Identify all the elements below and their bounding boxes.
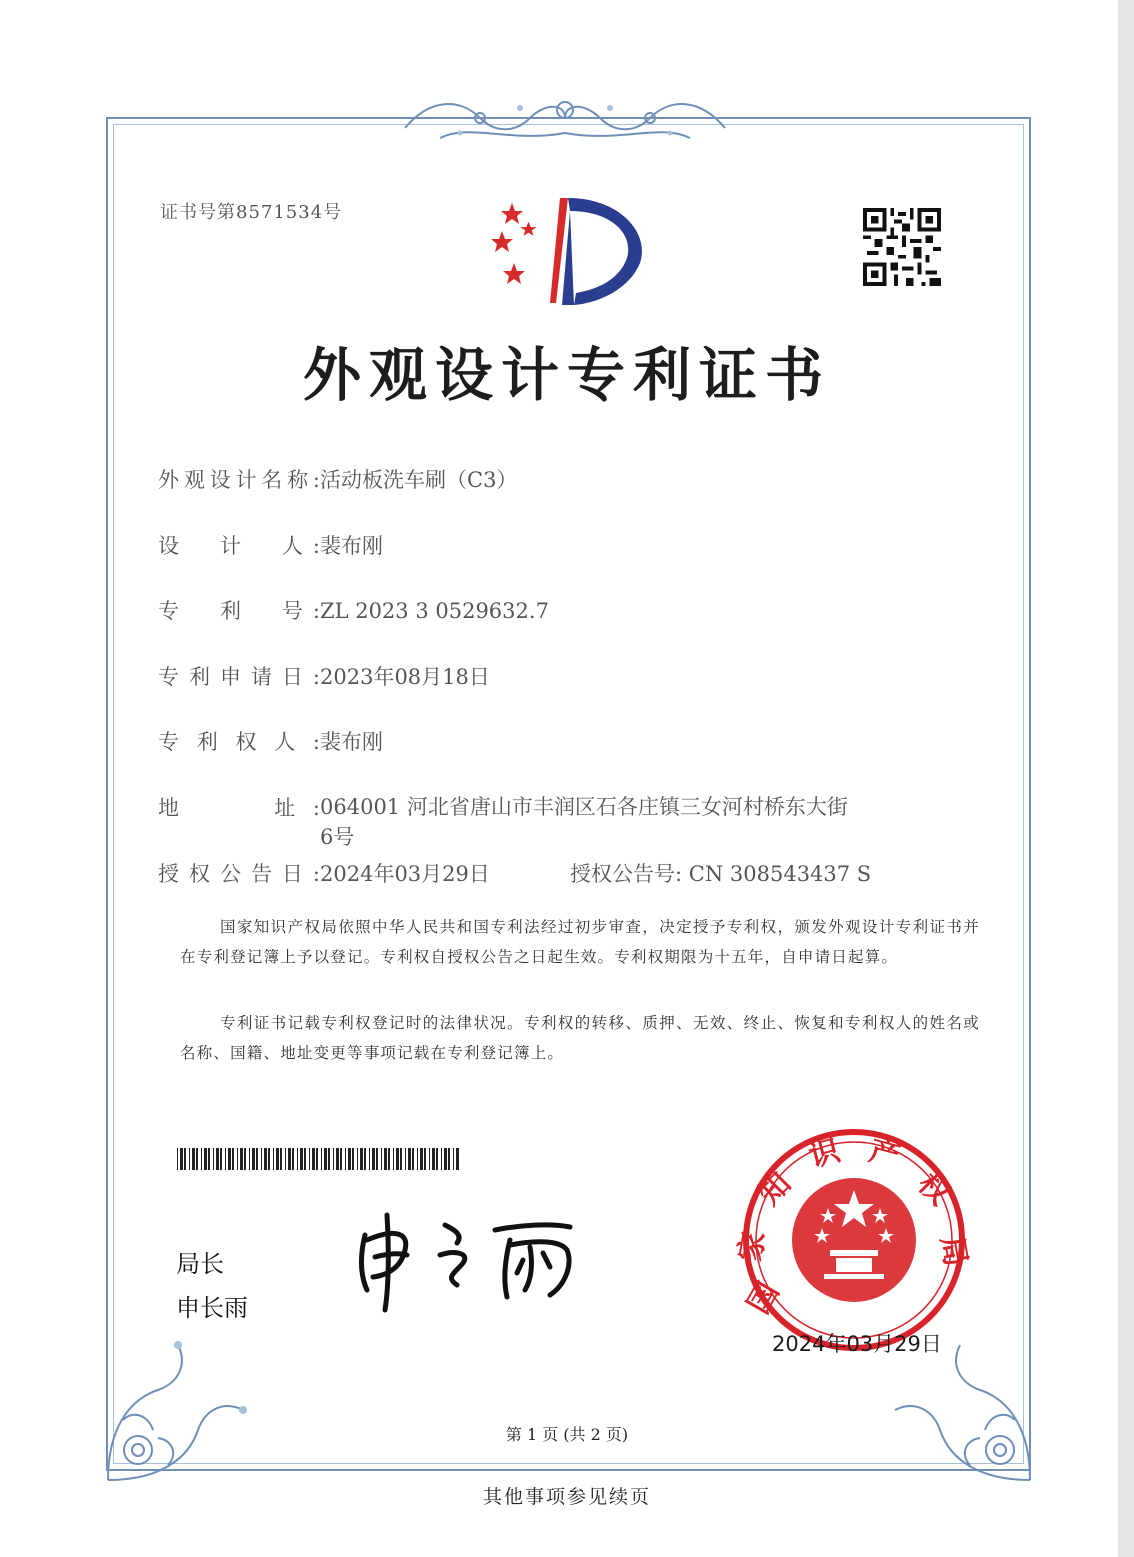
barcode-bar (324, 1148, 327, 1170)
barcode-bar (261, 1148, 262, 1170)
field-patentee (158, 726, 383, 756)
barcode-bar (180, 1148, 183, 1170)
barcode-bar (228, 1148, 231, 1170)
barcode-bar (400, 1148, 402, 1170)
barcode-icon (177, 1148, 459, 1170)
barcode-bar (216, 1148, 219, 1170)
field-grant-date (158, 858, 490, 888)
barcode-bar (352, 1148, 354, 1170)
barcode-bar (436, 1148, 438, 1170)
svg-text:识: 识 (805, 1133, 844, 1175)
barcode-bar (321, 1148, 322, 1170)
field-address (158, 792, 320, 822)
barcode-bar (264, 1148, 267, 1170)
field-label: 专利权人: (158, 730, 320, 754)
field-value: ZL 2023 3 0529632.7 (320, 599, 549, 623)
footer-note: 其他事项参见续页 (482, 1486, 651, 1508)
certificate-title: 外观设计专利证书 (302, 341, 831, 409)
field-value: 裴布刚 (320, 534, 383, 558)
field-value: 裴布刚 (320, 730, 383, 754)
barcode-bar (348, 1148, 351, 1170)
barcode-bar (285, 1148, 286, 1170)
barcode-bar (249, 1148, 250, 1170)
barcode-bar (396, 1148, 399, 1170)
barcode-bar (384, 1148, 387, 1170)
field-label: 授权公告号: (570, 862, 683, 886)
field-filing-date (158, 661, 490, 691)
director-signature-icon (345, 1205, 595, 1315)
barcode-bar (276, 1148, 279, 1170)
barcode-bar (429, 1148, 430, 1170)
barcode-bar (288, 1148, 291, 1170)
barcode-bar (417, 1148, 418, 1170)
barcode-bar (201, 1148, 202, 1170)
field-design-name (158, 464, 517, 494)
svg-text:局: 局 (933, 1233, 974, 1270)
barcode-bar (448, 1148, 450, 1170)
field-value: 活动板洗车刷（C3） (320, 468, 518, 492)
barcode-bar (360, 1148, 363, 1170)
barcode-bar (256, 1148, 258, 1170)
barcode-bar (424, 1148, 426, 1170)
barcode-bar (184, 1148, 186, 1170)
barcode-bar (196, 1148, 198, 1170)
certificate-number: 证书号第8571534号 (160, 202, 343, 223)
svg-text:知: 知 (752, 1166, 799, 1213)
barcode-bar (309, 1148, 310, 1170)
barcode-bar (381, 1148, 382, 1170)
official-seal-icon (732, 1128, 982, 1358)
barcode-bar (220, 1148, 222, 1170)
field-label: 专 利 号: (158, 599, 320, 623)
barcode-bar (357, 1148, 358, 1170)
barcode-bar (412, 1148, 414, 1170)
barcode-bar (453, 1148, 454, 1170)
director-title: 局长 (176, 1250, 224, 1278)
field-value: CN 308543437 S (688, 862, 872, 886)
barcode-bar (273, 1148, 274, 1170)
barcode-bar (444, 1148, 447, 1170)
barcode-bar (369, 1148, 370, 1170)
barcode-bar (213, 1148, 214, 1170)
barcode-bar (405, 1148, 406, 1170)
barcode-bar (189, 1148, 190, 1170)
barcode-bar (408, 1148, 411, 1170)
barcode-bar (364, 1148, 366, 1170)
barcode-bar (312, 1148, 315, 1170)
barcode-bar (441, 1148, 442, 1170)
barcode-bar (420, 1148, 423, 1170)
field-grant-pub-no (570, 858, 871, 888)
barcode-bar (252, 1148, 255, 1170)
barcode-bar (232, 1148, 234, 1170)
body-paragraph-1: 国家知识产权局依照中华人民共和国专利法经过初步审查，决定授予专利权，颁发外观设计专利证书并在专利登记簿上予以登记。专利权自授权公告之日起生效。专利权期限为十五年，自申请日起算。 (180, 918, 980, 966)
barcode-bar (328, 1148, 330, 1170)
barcode-bar (244, 1148, 246, 1170)
field-value: 2023年08月18日 (320, 665, 490, 689)
barcode-bar (376, 1148, 378, 1170)
barcode-bar (297, 1148, 298, 1170)
field-label: 专利申请日: (158, 665, 320, 689)
field-value: 2024年03月29日 (320, 862, 490, 886)
barcode-bar (316, 1148, 318, 1170)
field-label: 设 计 人: (158, 534, 320, 558)
qr-code-icon (862, 208, 942, 286)
barcode-bar (237, 1148, 238, 1170)
svg-text:产: 产 (865, 1133, 904, 1175)
barcode-bar (225, 1148, 226, 1170)
svg-text:国: 国 (741, 1276, 787, 1320)
seal-date: 2024年03月29日 (772, 1332, 942, 1356)
barcode-bar (333, 1148, 334, 1170)
body-paragraph-2: 专利证书记载专利权登记时的法律状况。专利权的转移、质押、无效、终止、恢复和专利权人的姓名或名称、国籍、地址变更等事项记载在专利登记簿上。 (180, 1014, 980, 1062)
barcode-bar (268, 1148, 270, 1170)
barcode-bar (240, 1148, 243, 1170)
page-indicator: 第 1 页 (共 2 页) (505, 1425, 629, 1444)
svg-text:权: 权 (910, 1166, 957, 1213)
barcode-bar (292, 1148, 294, 1170)
bottom-left-ornament (98, 1320, 268, 1490)
field-designer (158, 530, 383, 560)
barcode-bar (280, 1148, 282, 1170)
top-ornament (400, 88, 730, 148)
barcode-bar (304, 1148, 306, 1170)
svg-text:家: 家 (732, 1228, 773, 1265)
barcode-bar (388, 1148, 390, 1170)
barcode-bar (204, 1148, 207, 1170)
barcode-bar (393, 1148, 394, 1170)
barcode-bar (372, 1148, 375, 1170)
scan-edge (1118, 0, 1134, 1557)
field-label: 授权公告日: (158, 862, 320, 886)
barcode-bar (192, 1148, 195, 1170)
barcode-bar (177, 1148, 178, 1170)
barcode-bar (208, 1148, 210, 1170)
field-label: 地 址: (158, 796, 320, 820)
barcode-bar (456, 1148, 459, 1170)
cnipa-logo-icon (490, 193, 650, 308)
barcode-bar (432, 1148, 435, 1170)
barcode-bar (300, 1148, 303, 1170)
field-label: 外观设计名称: (158, 468, 320, 492)
barcode-bar (336, 1148, 339, 1170)
barcode-bar (340, 1148, 342, 1170)
field-patent-no (158, 595, 549, 625)
barcode-bar (345, 1148, 346, 1170)
director-name: 申长雨 (176, 1294, 248, 1322)
field-address-value: 064001 河北省唐山市丰润区石各庄镇三女河村桥东大街6号 (320, 795, 848, 849)
